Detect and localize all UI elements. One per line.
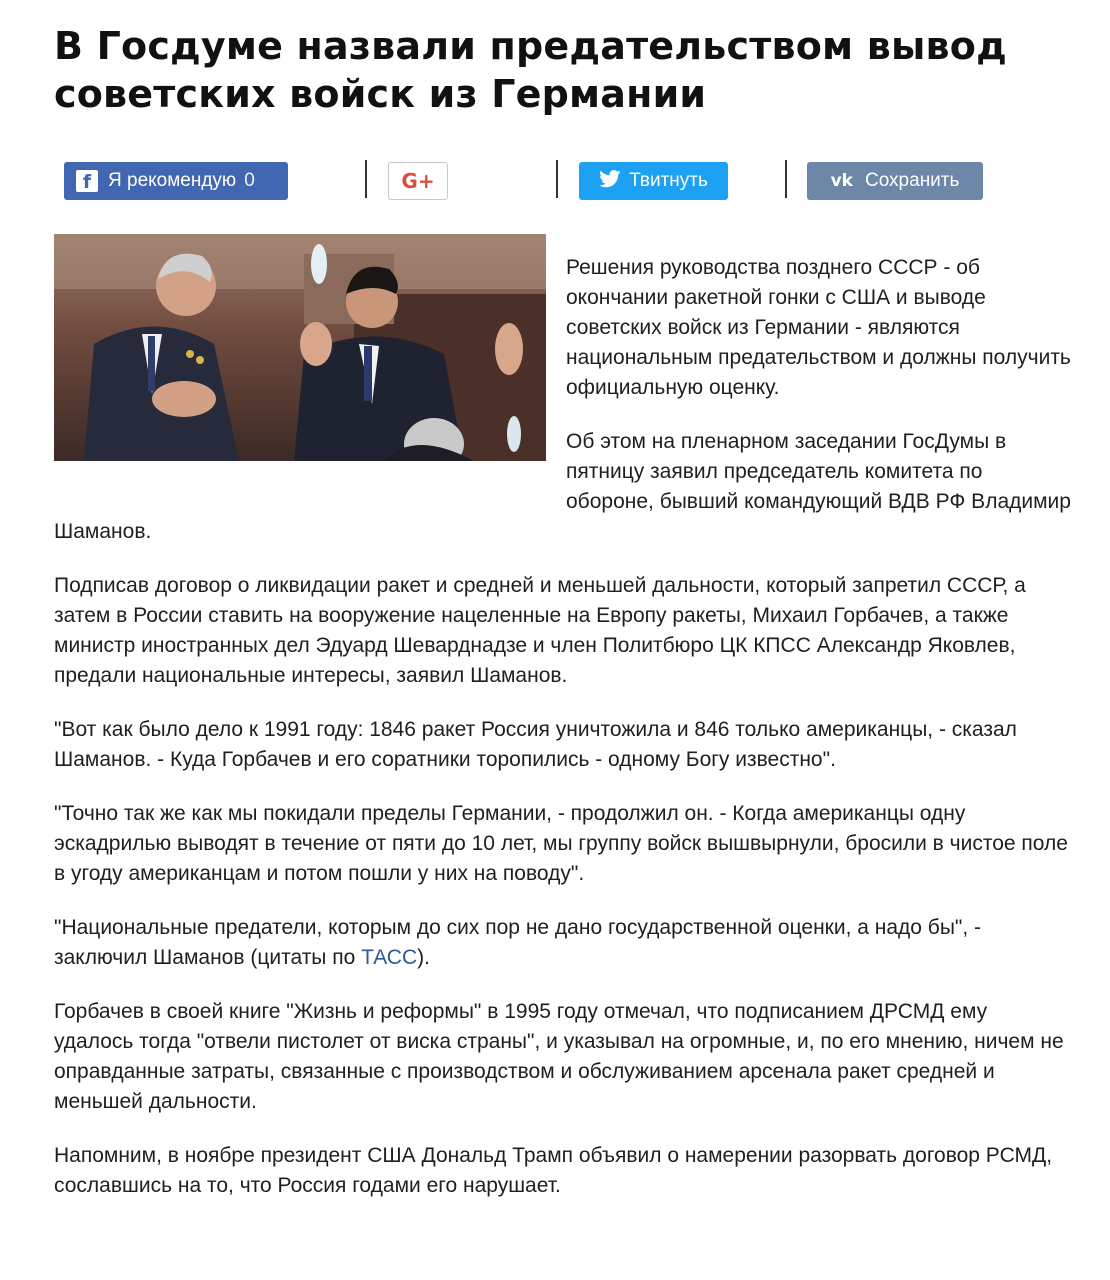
google-plus-icon: G+ [401,169,435,193]
article-body [54,253,1072,1225]
vk-save-label: Сохранить [864,170,960,191]
tass-link[interactable]: ТАСС [361,946,418,969]
article-title: В Госдуме назвали предательством вывод советских войск из Германии [54,24,1007,116]
google-plus-button[interactable] [388,162,448,200]
tweet-button[interactable] [579,162,728,200]
facebook-icon: f [76,170,98,192]
article-paragraph: Решения руководства позднего СССР - об окончании ракетной гонки с США и выводе советских войск из Германии - являются национальным предательством и должны получить официальную оценку. [566,256,1071,399]
facebook-count: 0 [244,170,255,191]
article-paragraph: Об этом на пленарном заседании ГосДумы в пятницу заявил председатель комитета по обороне, бывший командующий ВДВ РФ Владимир Шаманов. [54,430,1071,543]
facebook-recommend-button[interactable] [64,162,288,200]
vk-icon: vk [830,171,853,191]
paragraph-text: "Национальные предатели, которым до сих пор не дано государственной оценки, а надо бы", - заключил Шаманов (цитаты по [54,916,982,969]
article-paragraph [54,913,1072,973]
facebook-label: Я рекомендую [108,170,237,191]
twitter-bird-icon [599,170,621,193]
photo-float-space [54,253,546,488]
divider [785,160,787,198]
article-paragraph: Горбачев в своей книге "Жизнь и реформы" в 1995 году отмечал, что подписанием ДРСМД ему удалось тогда "отвели пистолет от виска страны", и указывал на огромные, и, по его мнению, ничем не оправданные затраты, связанные с производством и обслуживанием арсенала ракет средней и меньшей дальности. [54,1000,1064,1113]
article-paragraph: "Точно так же как мы покидали пределы Германии, - продолжил он. - Когда американцы одну эскадрилью выводят в течение от пяти до 10 лет, мы группу войск вышвырнули, бросили в чистое поле в угоду американцам и потом пошли у них на поводу". [54,802,1068,885]
article-paragraph: Напомним, в ноябре президент США Дональд Трамп объявил о намерении разорвать договор РСМД, сославшись на то, что Россия годами его нарушает. [54,1144,1053,1197]
divider [365,160,367,198]
paragraph-text: ). [417,946,430,969]
article-paragraph: "Вот как было дело к 1991 году: 1846 ракет Россия уничтожила и 846 только американцы, - сказал Шаманов. - Куда Горбачев и его соратники торопились - одному Богу известно". [54,718,1017,771]
share-bar [0,160,1110,204]
divider [556,160,558,198]
article-paragraph: Подписав договор о ликвидации ракет и средней и меньшей дальности, который запретил СССР, а затем в России ставить на вооружение нацеленные на Европу ракеты, Михаил Горбачев, а также министр иностранных дел Эдуард Шеварднадзе и член Политбюро ЦК КПСС Александр Яковлев, предали национальные интересы, заявил Шаманов. [54,574,1026,687]
vk-save-button[interactable] [807,162,983,200]
tweet-label: Твитнуть [629,170,708,191]
